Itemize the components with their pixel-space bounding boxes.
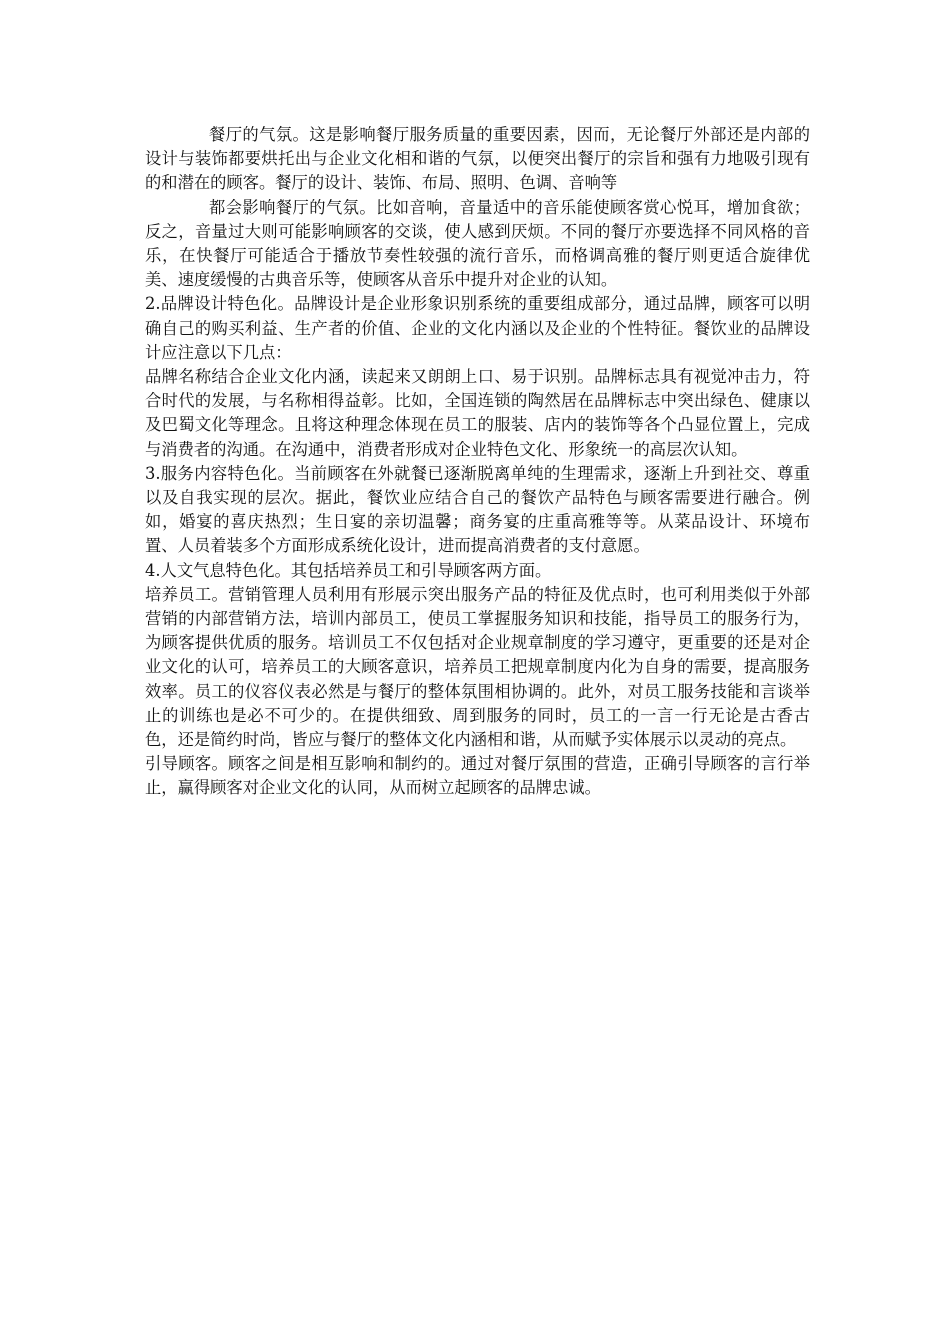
paragraph-brand-design: 2.品牌设计特色化。品牌设计是企业形象识别系统的重要组成部分，通过品牌，顾客可以明确自己的购买利益、生产者的价值、企业的文化内涵以及企业的个性特征。餐饮业的品牌设计应注意以下几点：	[145, 294, 810, 362]
paragraph-service-content: 3.服务内容特色化。当前顾客在外就餐已逐渐脱离单纯的生理需求，逐渐上升到社交、尊重以及自我实现的层次。据此，餐饮业应结合自己的餐饮产品特色与顾客需要进行融合。例如，婚宴的喜庆热烈；生日宴的亲切温馨；商务宴的庄重高雅等等。从菜品设计、环境布置、人员着装多个方面形成系统化设计，进而提高消费者的支付意愿。	[145, 463, 810, 556]
paragraph-humanistic-atmosphere: 4.人文气息特色化。其包括培养员工和引导顾客两方面。	[145, 560, 552, 580]
paragraph-music-atmosphere: 都会影响餐厅的气氛。比如音响，音量适中的音乐能使顾客赏心悦耳，增加食欲；反之，音量过大则可能影响顾客的交谈，使人感到厌烦。不同的餐厅亦要选择不同风格的音乐，在快餐厅可能适合于播放节奏性较强的流行音乐，而格调高雅的餐厅则更适合旋律优美、速度缓慢的古典音乐等，使顾客从音乐中提升对企业的认知。	[145, 197, 810, 290]
document-body	[145, 123, 810, 801]
paragraph-restaurant-atmosphere: 餐厅的气氛。这是影响餐厅服务质量的重要因素，因而，无论餐厅外部还是内部的设计与装饰都要烘托出与企业文化相和谐的气氛，以便突出餐厅的宗旨和强有力地吸引现有的和潜在的顾客。餐厅的设计、装饰、布局、照明、色调、音响等	[145, 125, 810, 193]
paragraph-train-staff: 培养员工。营销管理人员利用有形展示突出服务产品的特征及优点时，也可利用类似于外部营销的内部营销方法，培训内部员工，使员工掌握服务知识和技能，指导员工的服务行为，为顾客提供优质的服务。培训员工不仅包括对企业规章制度的学习遵守，更重要的还是对企业文化的认可，培养员工的大顾客意识，培养员工把规章制度内化为自身的需要，提高服务效率。员工的仪容仪表必然是与餐厅的整体氛围相协调的。此外，对员工服务技能和言谈举止的训练也是必不可少的。在提供细致、周到服务的同时，员工的一言一行无论是古香古色，还是简约时尚，皆应与餐厅的整体文化内涵相和谐，从而赋予实体展示以灵动的亮点。	[145, 584, 810, 750]
paragraph-brand-name: 品牌名称结合企业文化内涵，读起来又朗朗上口、易于识别。品牌标志具有视觉冲击力，符合时代的发展，与名称相得益彰。比如，全国连锁的陶然居在品牌标志中突出绿色、健康以及巴蜀文化等理念。且将这种理念体现在员工的服装、店内的装饰等各个凸显位置上，完成与消费者的沟通。在沟通中，消费者形成对企业特色文化、形象统一的高层次认知。	[145, 367, 810, 459]
paragraph-guide-customers: 引导顾客。顾客之间是相互影响和制约的。通过对餐厅氛围的营造，正确引导顾客的言行举止，赢得顾客对企业文化的认同，从而树立起顾客的品牌忠诚。	[145, 754, 810, 798]
